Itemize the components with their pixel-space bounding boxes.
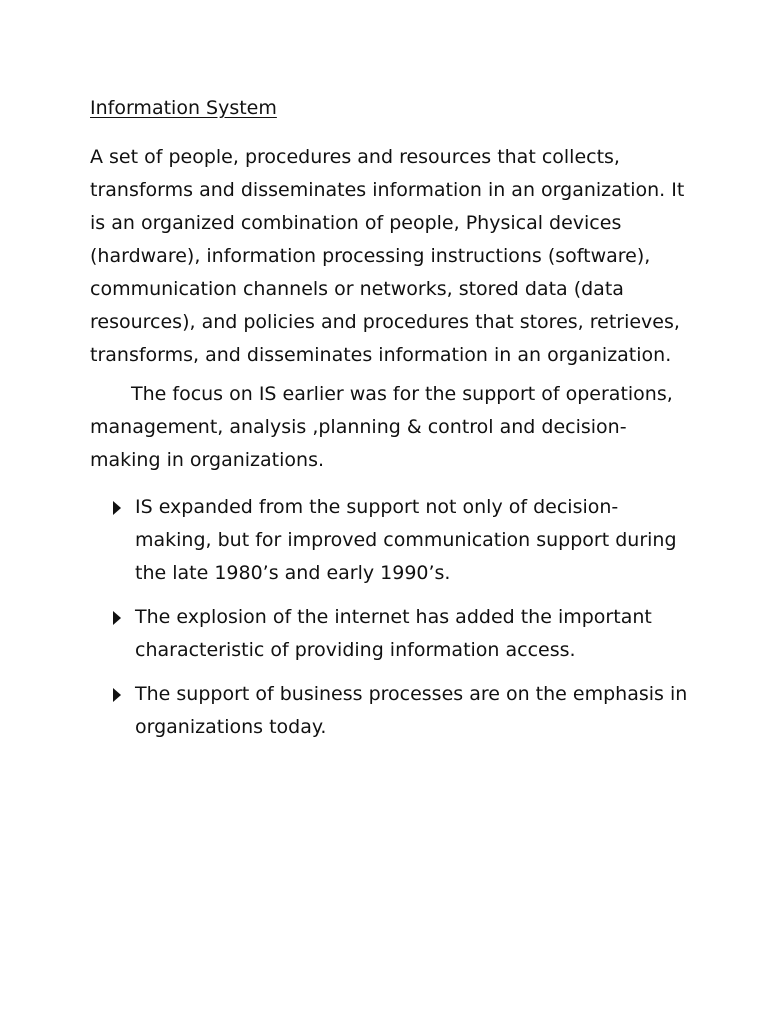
document-heading: Information System	[90, 97, 277, 119]
bullet-text: IS expanded from the support not only of decision-making, but for improved communication support during the late 1980’s and early 1990’s.	[135, 496, 677, 584]
list-item	[90, 491, 690, 590]
bullet-text: The explosion of the internet has added the important characteristic of providing information access.	[135, 606, 652, 661]
definition-paragraph: A set of people, procedures and resources that collects, transforms and disseminates information in an organization. It is an organized combination of people, Physical devices (hardware), information processing instructions (software), communication channels or networks, stored data (data resources), and policies and procedures that stores, retrieves, transforms, and disseminates information in an organization.	[90, 146, 685, 366]
list-item	[90, 678, 690, 744]
triangle-right-icon	[113, 611, 121, 625]
list-item	[90, 601, 690, 667]
bullet-text: The support of business processes are on the emphasis in organizations today.	[135, 683, 688, 738]
focus-paragraph: The focus on IS earlier was for the support of operations, management, analysis ,planning & control and decision-making in organizations.	[90, 383, 673, 471]
bullet-list	[90, 491, 690, 744]
triangle-right-icon	[113, 501, 121, 515]
document-page	[90, 92, 690, 755]
triangle-right-icon	[113, 688, 121, 702]
